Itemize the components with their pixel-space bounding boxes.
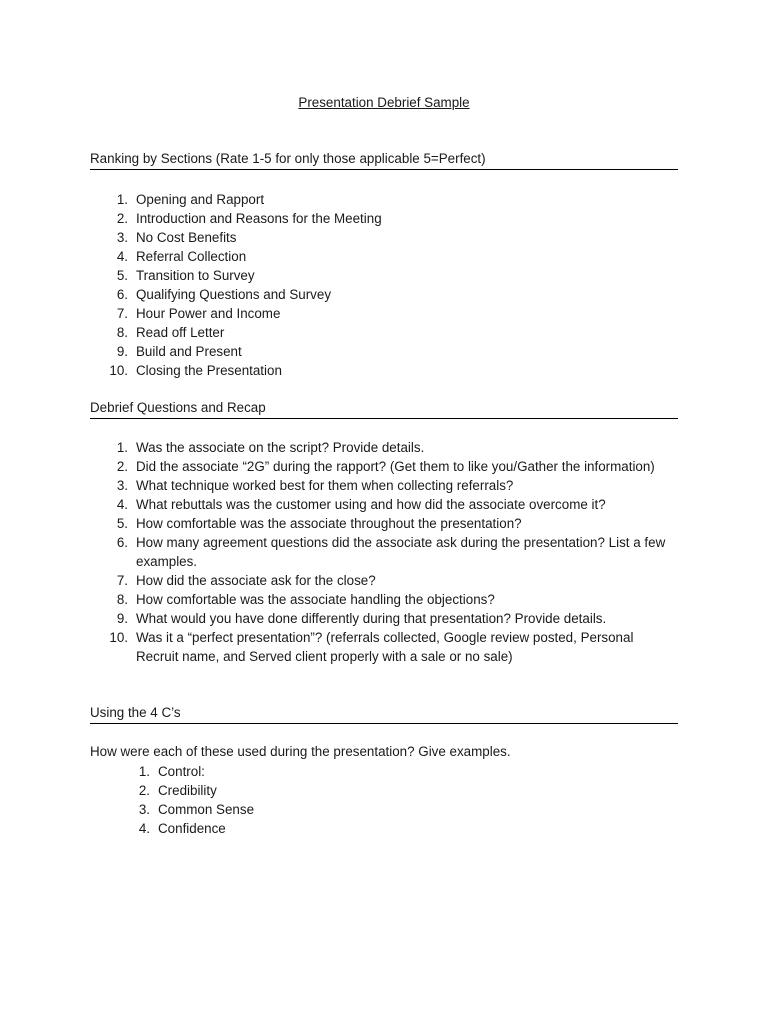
list-number: 6. bbox=[116, 287, 128, 302]
list-text: No Cost Benefits bbox=[136, 230, 237, 245]
list-number: 2. bbox=[138, 783, 150, 798]
list-item bbox=[116, 247, 676, 266]
list-item bbox=[116, 533, 676, 571]
list-text: Confidence bbox=[158, 821, 226, 836]
ranking-heading: Ranking by Sections (Rate 1-5 for only those applicable 5=Perfect) bbox=[90, 150, 678, 170]
list-text: How did the associate ask for the close? bbox=[136, 573, 376, 588]
list-text: Closing the Presentation bbox=[136, 363, 282, 378]
list-number: 4. bbox=[138, 821, 150, 836]
list-number: 4. bbox=[116, 249, 128, 264]
list-text: Build and Present bbox=[136, 344, 242, 359]
list-item bbox=[116, 304, 676, 323]
list-text: What rebuttals was the customer using and how did the associate overcome it? bbox=[136, 497, 606, 512]
list-text: How comfortable was the associate handling the objections? bbox=[136, 592, 495, 607]
list-number: 2. bbox=[116, 459, 128, 474]
list-number: 7. bbox=[116, 306, 128, 321]
list-number: 1. bbox=[116, 192, 128, 207]
list-item bbox=[116, 457, 676, 476]
list-number: 8. bbox=[116, 592, 128, 607]
list-text: Common Sense bbox=[158, 802, 255, 817]
list-number: 7. bbox=[116, 573, 128, 588]
list-item bbox=[138, 781, 458, 800]
list-item bbox=[116, 590, 676, 609]
list-item bbox=[116, 609, 676, 628]
list-text: How comfortable was the associate throughout the presentation? bbox=[136, 516, 522, 531]
list-item bbox=[116, 285, 676, 304]
list-number: 5. bbox=[116, 268, 128, 283]
list-item bbox=[116, 438, 676, 457]
list-number: 5. bbox=[116, 516, 128, 531]
list-item bbox=[138, 762, 458, 781]
list-number: 3. bbox=[116, 230, 128, 245]
list-text: Opening and Rapport bbox=[136, 192, 265, 207]
list-number: 9. bbox=[116, 611, 128, 626]
four-cs-heading: Using the 4 C’s bbox=[90, 704, 678, 724]
list-item bbox=[116, 514, 676, 533]
list-text: Qualifying Questions and Survey bbox=[136, 287, 332, 302]
list-text: What technique worked best for them when collecting referrals? bbox=[136, 478, 514, 493]
list-number: 4. bbox=[116, 497, 128, 512]
list-text: Control: bbox=[158, 764, 205, 779]
list-text: Credibility bbox=[158, 783, 217, 798]
list-number: 1. bbox=[116, 440, 128, 455]
list-number: 10. bbox=[109, 363, 128, 378]
list-item bbox=[116, 476, 676, 495]
list-text: Hour Power and Income bbox=[136, 306, 281, 321]
list-text: Was the associate on the script? Provide details. bbox=[136, 440, 425, 455]
list-item bbox=[109, 361, 676, 380]
list-number: 3. bbox=[138, 802, 150, 817]
list-text: Transition to Survey bbox=[136, 268, 255, 283]
list-text: How many agreement questions did the associate ask during the presentation? List a few examples. bbox=[136, 535, 666, 569]
debrief-heading: Debrief Questions and Recap bbox=[90, 399, 678, 419]
list-item bbox=[138, 819, 458, 838]
list-item bbox=[109, 628, 676, 666]
four-cs-list bbox=[138, 762, 458, 838]
ranking-list bbox=[109, 190, 676, 380]
list-item bbox=[116, 266, 676, 285]
list-item bbox=[116, 209, 676, 228]
list-number: 1. bbox=[138, 764, 150, 779]
list-item bbox=[116, 342, 676, 361]
list-number: 8. bbox=[116, 325, 128, 340]
list-text: Did the associate “2G” during the rapport? (Get them to like you/Gather the information) bbox=[136, 459, 655, 474]
list-number: 2. bbox=[116, 211, 128, 226]
list-text: Introduction and Reasons for the Meeting bbox=[136, 211, 382, 226]
list-text: Read off Letter bbox=[136, 325, 225, 340]
list-number: 6. bbox=[116, 535, 128, 550]
list-item bbox=[116, 190, 676, 209]
list-item bbox=[116, 323, 676, 342]
four-cs-intro: How were each of these used during the presentation? Give examples. bbox=[90, 744, 511, 759]
list-text: What would you have done differently during that presentation? Provide details. bbox=[136, 611, 607, 626]
list-text: Was it a “perfect presentation”? (referrals collected, Google review posted, Personal Recruit name, and Served client properly with a sale or no sale) bbox=[136, 630, 634, 664]
list-item bbox=[116, 571, 676, 590]
document-title: Presentation Debrief Sample bbox=[298, 95, 470, 110]
debrief-list bbox=[109, 438, 676, 666]
list-text: Referral Collection bbox=[136, 249, 247, 264]
list-number: 9. bbox=[116, 344, 128, 359]
list-item bbox=[138, 800, 458, 819]
list-number: 10. bbox=[109, 630, 128, 645]
list-item bbox=[116, 495, 676, 514]
list-number: 3. bbox=[116, 478, 128, 493]
list-item bbox=[116, 228, 676, 247]
